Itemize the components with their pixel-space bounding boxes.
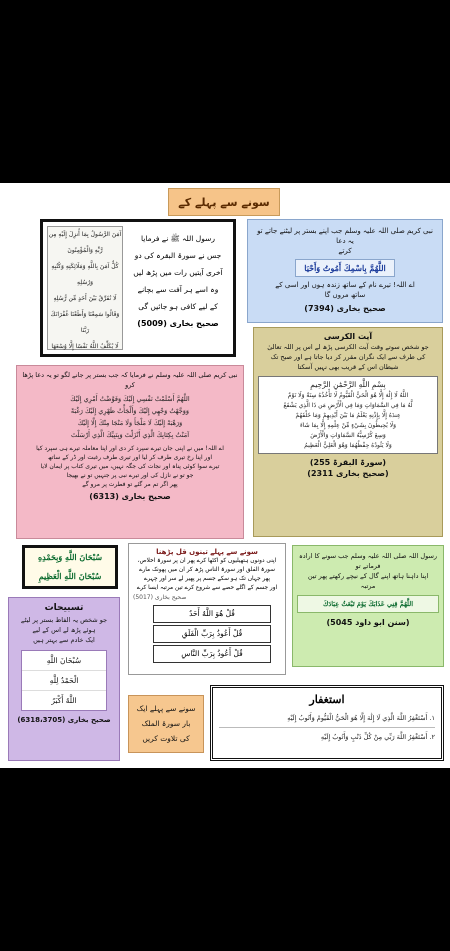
title-banner: [168, 188, 280, 216]
pink-arabic-line: اللَّهُمَّ أَسْلَمْتُ نَفْسِي إِلَيْكَ وَفَوَّضْتُ أَمْرِي إِلَيْكَ: [70, 395, 190, 403]
pink-translation-line: اے اللہ! میں نے اپنی جان تیرے سپرد کر دی اور اپنا معاملہ تیرے ہی سپرد کیا: [36, 445, 224, 452]
kursi-arabic-line: اللَّهُ لَا إِلَٰهَ إِلَّا هُوَ الْحَيُّ الْقَيُّومُ لَا تَأْخُذُهُ سِنَةٌ وَلَا نَوْمٌ: [287, 392, 409, 399]
baqarah-text-line: وہ اسے ہر آفت سے بچانے: [137, 285, 219, 294]
baqarah-arabic-line: لَا يُكَلِّفُ اللَّهُ نَفْسًا إِلَّا وُسْعَهَا: [51, 343, 119, 350]
green-text-line: مرتبہ: [360, 582, 376, 590]
quls-item: قُلْ أَعُوذُ بِرَبِّ الْفَلَقِ: [153, 625, 271, 643]
mulk-text-line: بار سورۃ الملک: [141, 719, 191, 728]
baqarah-text-line: رسول اللہ ﷺ نے فرمایا: [141, 234, 215, 243]
pink-text-line: نبی کریم صلی اللہ علیہ وسلم نے فرمایا کہ جب بستر پر جانے لگو تو یہ دعا پڑھا کرو: [22, 371, 238, 389]
kursi-arabic-line: وَلَا يُحِيطُونَ بِشَيْءٍ مِّنْ عِلْمِهِ إِلَّا بِمَا شَاءَ: [299, 422, 397, 429]
kursi-arabic-panel: [258, 376, 438, 454]
pink-arabic-panel: [22, 393, 238, 441]
subhanallah-line: سُبْحَانَ اللَّهِ الْعَظِيمِ: [38, 571, 102, 581]
baqarah-text-line: جس نے سورۃ البقرہ کی دو: [134, 251, 222, 260]
kursi-text-line: شیطان اس کے قریب بھی نہیں آسکتا: [297, 363, 399, 371]
pink-translation-line: جو تو نے نازل کی اور تیرے نبی پر جنہیں تو نے بھیجا: [66, 472, 194, 479]
baqarah-text-block: [127, 230, 229, 329]
tasbihat-text-line: جو شخص یہ الفاظ بستر پر لیٹے: [20, 616, 108, 624]
quls-text-line: پھر جہاں تک ہو سکے جسم پر پھیر لے سر اور چہرے: [143, 576, 271, 582]
page-title: سونے سے پہلے کے: [178, 196, 270, 209]
kursi-reference-surah: (سورۃ البقرۃ 255): [309, 458, 387, 467]
sleep-reference: صحیح بخاری (7394): [304, 304, 386, 313]
card-tasbihat: [8, 597, 120, 761]
kursi-arabic-line: لَّهُ مَا فِي السَّمَاوَاتِ وَمَا فِي الْأَرْضِ مَن ذَا الَّذِي يَشْفَعُ: [283, 402, 413, 409]
pink-arabic-line: وَوَجَّهْتُ وَجْهِي إِلَيْكَ وَأَلْجَأْتُ ظَهْرِي إِلَيْكَ رَغْبَةً: [70, 407, 190, 415]
baqarah-reference: صحیح بخاری (5009): [137, 319, 219, 328]
sleep-text-line: نبی کریم صلی اللہ علیہ وسلم جب اپنے بستر پر لیٹنے جاتے تو یہ دعا: [257, 227, 433, 245]
tasbihat-item: سُبْحَانَ اللَّهِ: [22, 651, 106, 671]
kursi-bismillah: بِسْمِ اللَّهِ الرَّحْمَٰنِ الرَّحِيمِ: [310, 380, 386, 389]
tasbihat-item: اللَّهُ أَكْبَرُ: [51, 696, 77, 705]
kursi-arabic-line: عِندَهُ إِلَّا بِإِذْنِهِ يَعْلَمُ مَا بَيْنَ أَيْدِيهِمْ وَمَا خَلْفَهُمْ: [295, 412, 401, 419]
quls-text-line: سورۃ الفلق اور سورۃ الناس پڑھ کر ان میں پھونک مارے: [139, 567, 275, 573]
kursi-text-line: جو شخص سوتے وقت آیت الکرسی پڑھ لے اس پر اللہ تعالیٰ: [267, 343, 429, 351]
kursi-heading: آیت الکرسی: [323, 332, 373, 341]
sleep-dua-arabic: اللَّهُمَّ بِاسْمِكَ أَمُوتُ وَأَحْيَا: [295, 259, 394, 277]
baqarah-text-line: کے لیے کافی ہو جائیں گی: [138, 302, 218, 311]
card-surah-mulk: [128, 695, 204, 753]
pink-translation-line: پھر اگر تم مر گئے تو فطرت پر مرو گے: [82, 481, 178, 488]
baqarah-arabic-block: [47, 226, 123, 350]
kursi-arabic-line: وَسِعَ كُرْسِيُّهُ السَّمَاوَاتِ وَالْأَرْضَ: [310, 432, 386, 439]
quls-reference: صحیح بخاری (5017): [133, 594, 187, 601]
card-subhanallah: [22, 545, 118, 589]
istighfar-item: ٢. أَسْتَغْفِرُ اللَّهَ رَبِّي مِنْ كُلِّ ذَنْبٍ وَأَتُوبُ إِلَيْهِ: [320, 733, 435, 741]
sleep-translation-line: اے اللہ! تیرے نام کے ساتھ زندہ ہوں اور اسی کے: [275, 281, 415, 289]
card-sleep-dua: [247, 219, 443, 323]
quls-text-line: اپنی دونوں ہتھیلیوں کو اکٹھا کرے پھر ان پر سورۃ اخلاص،: [137, 558, 277, 564]
tasbihat-reference: صحیح بخاری (6318،3705): [17, 716, 111, 724]
pink-translation-line: تیرے سوا کوئی پناہ اور نجات کی جگہ نہیں، میں تیری کتاب پر ایمان لایا: [40, 463, 220, 470]
tasbihat-item: الْحَمْدُ لِلَّهِ: [22, 671, 106, 691]
kursi-text-line: کی طرف سے ایک نگران مقرر کر دیا جاتا ہے اور صبح تک: [270, 353, 426, 361]
green-reference: (سنن ابو داود 5045): [326, 618, 410, 627]
istighfar-item: ١. أَسْتَغْفِرُ اللَّهَ الَّذِي لَا إِلَٰهَ إِلَّا هُوَ الْحَيُّ الْقَيُّومُ وَأَتُوبُ إِلَيْهِ: [219, 709, 435, 728]
baqarah-arabic-line: لَا نُفَرِّقُ بَيْنَ أَحَدٍ مِّن رُّسُلِهِ: [53, 295, 117, 302]
sleep-translation-line: ساتھ مروں گا: [324, 291, 366, 299]
pink-arabic-line: وَرَهْبَةً إِلَيْكَ لَا مَلْجَأَ وَلَا مَنْجَا مِنْكَ إِلَّا إِلَيْكَ: [77, 419, 183, 427]
baqarah-arabic-line: كُلٌّ آمَنَ بِاللَّهِ وَمَلَائِكَتِهِ وَكُتُبِهِ وَرُسُلِهِ: [51, 263, 119, 286]
baqarah-arabic-line: آمَنَ الرَّسُولُ بِمَا أُنزِلَ إِلَيْهِ مِن رَّبِّهِ وَالْمُؤْمِنُونَ: [48, 231, 122, 254]
istighfar-heading: استغفار: [309, 693, 345, 706]
quls-list: [133, 605, 281, 663]
mulk-text-line: کی تلاوت کریں: [142, 734, 190, 743]
tasbihat-text-line: ایک خادم سے بہتر ہیں: [33, 636, 95, 644]
baqarah-text-line: آخری آیتیں رات میں پڑھ لیں: [133, 268, 223, 277]
pink-arabic-line: آمَنْتُ بِكِتَابِكَ الَّذِي أَنْزَلْتَ وَبِنَبِيِّكَ الَّذِي أَرْسَلْتَ: [70, 431, 190, 439]
card-surrender-dua: [16, 365, 244, 539]
tasbihat-list: [21, 650, 107, 711]
kursi-reference-bukhari: (صحیح بخاری 2311): [307, 469, 389, 478]
green-text-line: رسول اللہ صلی اللہ علیہ وسلم جب سونے کا ارادہ: [298, 552, 438, 560]
sleep-text-line: کرتے: [338, 247, 352, 255]
pink-reference: صحیح بخاری (6313): [89, 492, 171, 501]
card-right-hand-dua: [292, 545, 444, 667]
green-dua-arabic: اللَّهُمَّ قِنِي عَذَابَكَ يَوْمَ تَبْعَثُ عِبَادَكَ: [297, 595, 439, 613]
baqarah-arabic-line: وَقَالُوا سَمِعْنَا وَأَطَعْنَا غُفْرَانَكَ رَبَّنَا: [50, 311, 120, 334]
quls-item: قُلْ هُوَ اللَّهُ أَحَدٌ: [153, 605, 271, 623]
tasbihat-heading: تسبیحات: [44, 603, 84, 613]
baqarah-arabic-line: [48, 355, 122, 357]
pink-translation-line: اور اپنا رخ تیری طرف کر لیا اور تیری طرف رغبت اور ڈر کے ساتھ: [47, 454, 213, 461]
quls-text-line: اور جسم کے اگلے حصے سے شروع کرے تین مرتبہ ایسا کرے: [136, 585, 278, 591]
card-baqarah: [40, 219, 236, 357]
mulk-text-line: سونے سے پہلے ایک: [136, 704, 196, 713]
tasbihat-text-line: ہوئے پڑھ لے اس کے لیے: [32, 626, 96, 634]
green-text-line: فرماتے تو: [355, 562, 381, 570]
quls-heading: سونے سے پہلے تینوں قل پڑھنا: [156, 548, 258, 556]
card-three-quls: [128, 543, 286, 675]
card-istighfar: [210, 685, 444, 761]
card-ayat-kursi: [253, 327, 443, 537]
subhanallah-line: سُبْحَانَ اللَّهِ وَبِحَمْدِهِ: [37, 552, 103, 562]
quls-item: قُلْ أَعُوذُ بِرَبِّ النَّاسِ: [153, 645, 271, 663]
poster: [0, 183, 450, 768]
green-text-line: اپنا داہنا ہاتھ اپنے گال کے نیچے رکھتے پھر تین: [307, 572, 429, 580]
kursi-arabic-line: وَلَا يَئُودُهُ حِفْظُهُمَا وَهُوَ الْعَلِيُّ الْعَظِيمُ: [304, 442, 392, 449]
